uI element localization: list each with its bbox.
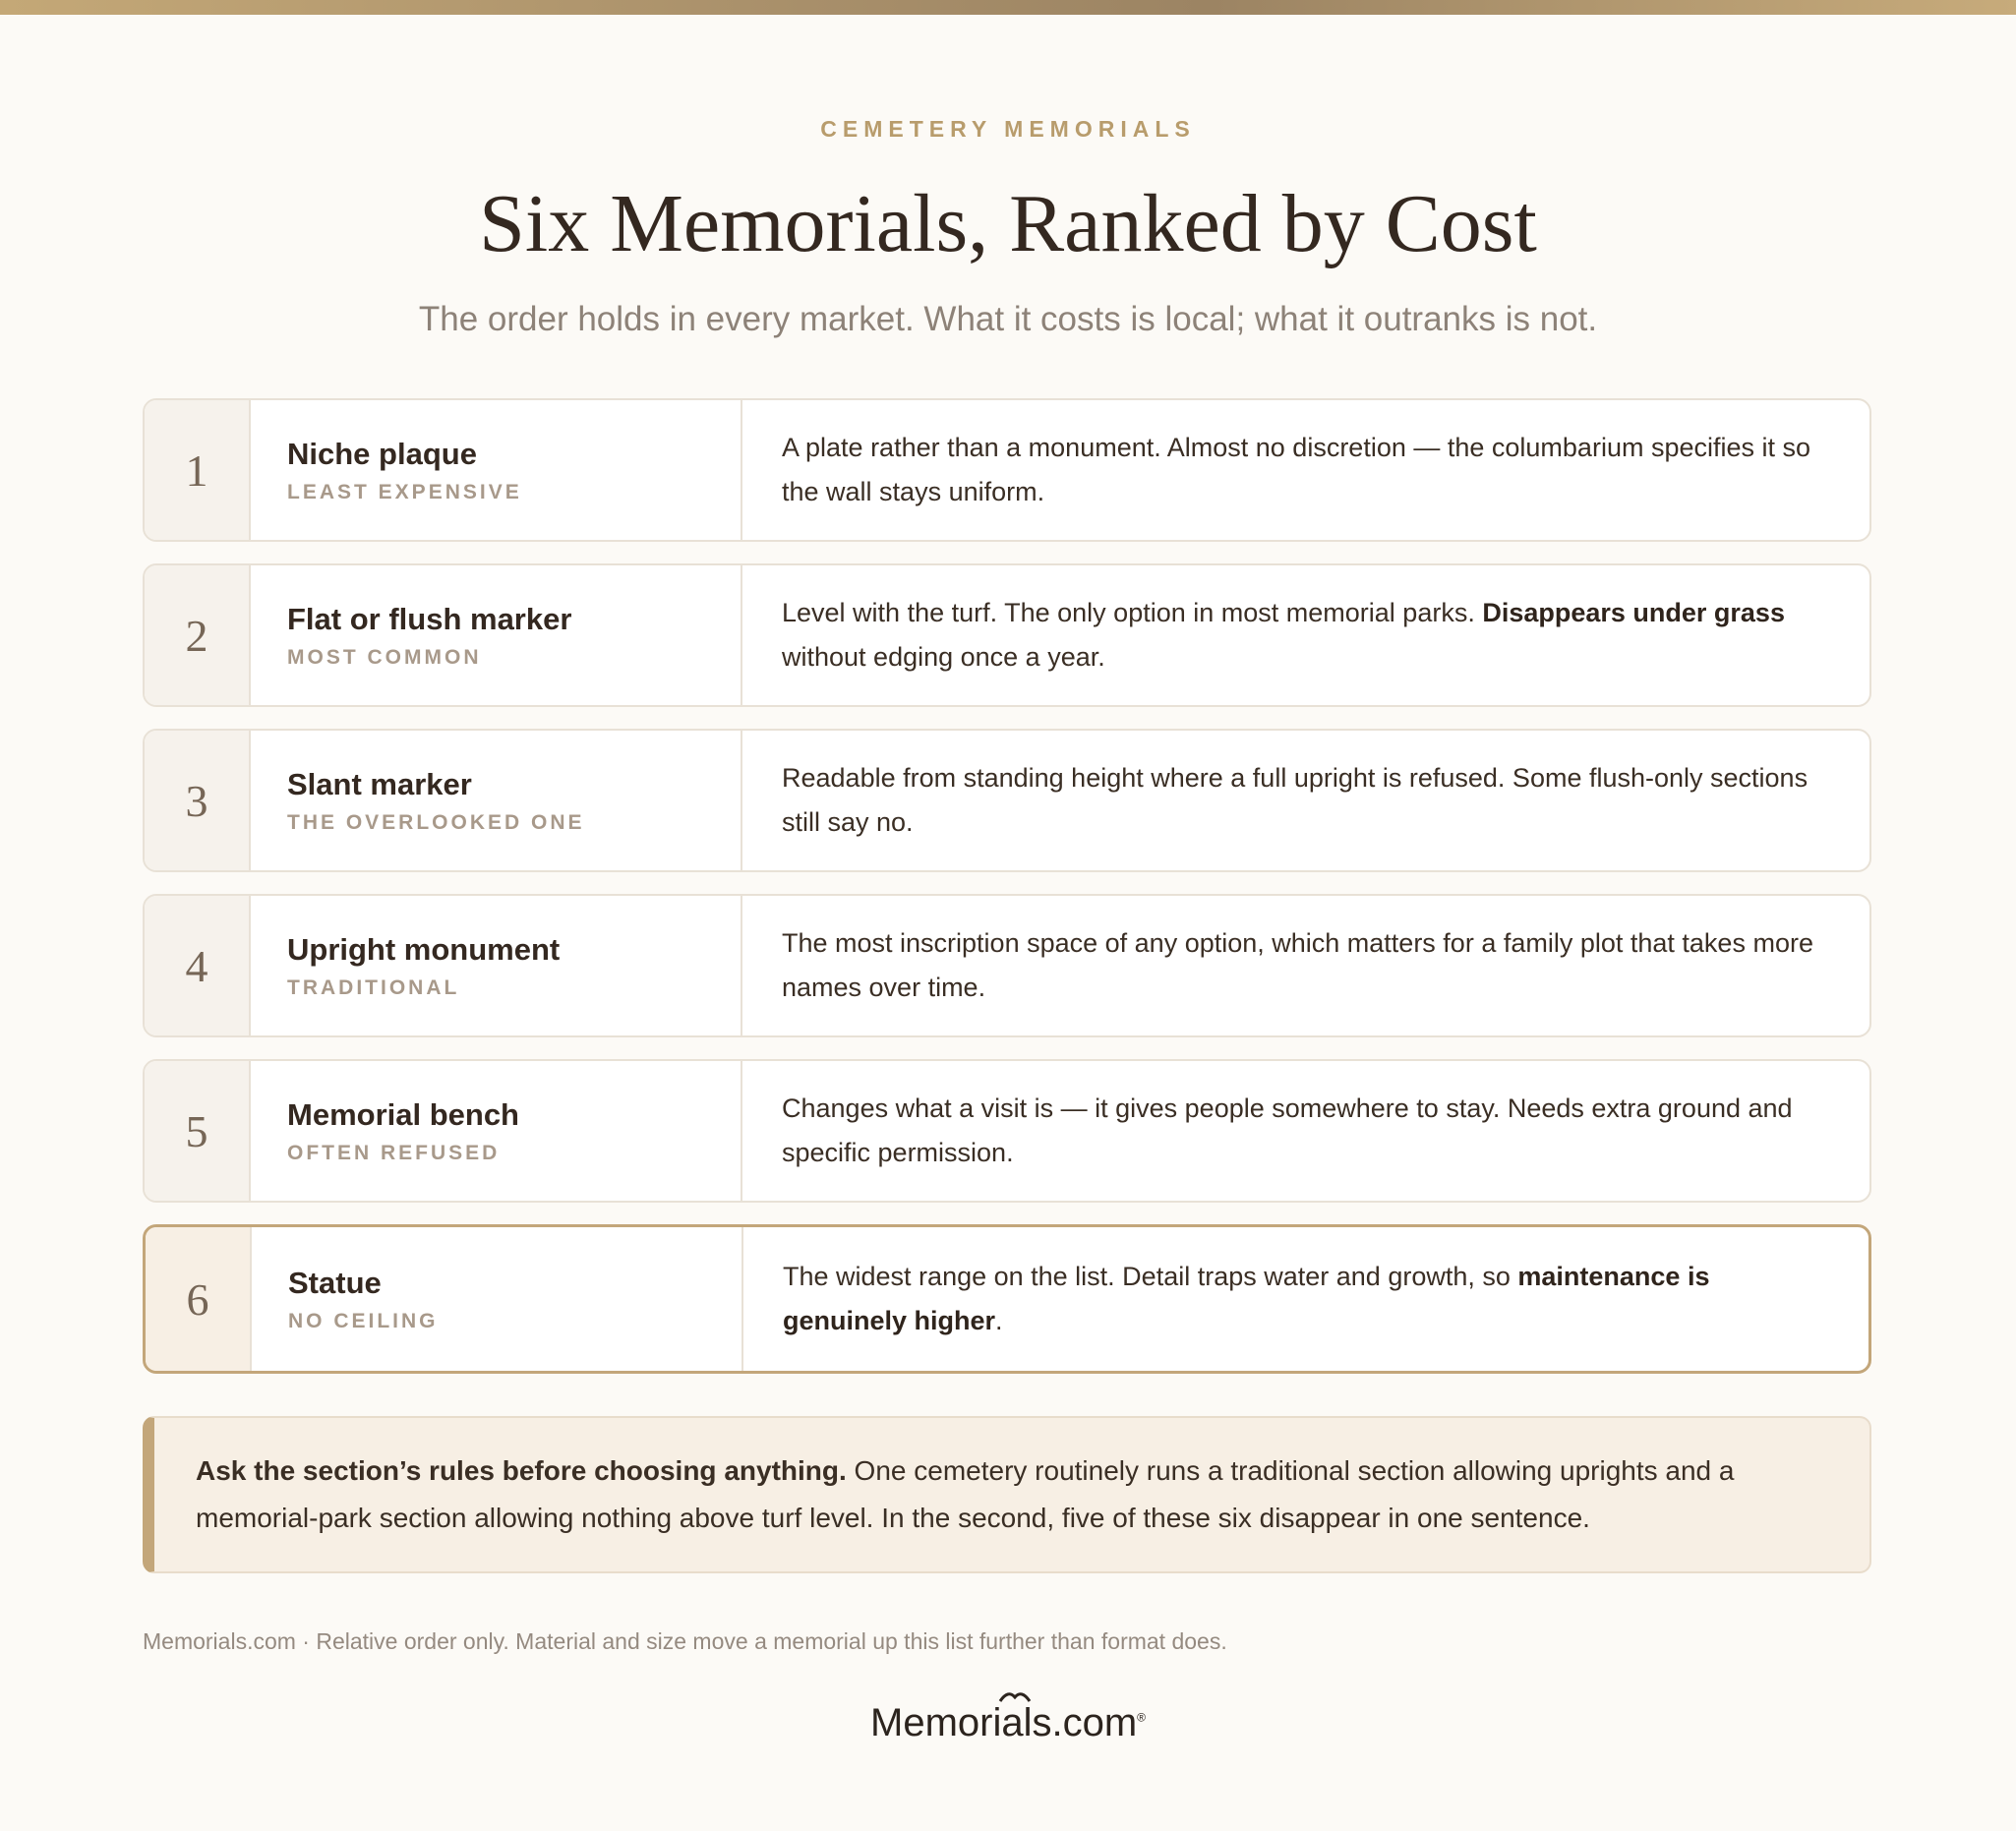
- description-text: A plate rather than a monument. Almost no discretion — the columbarium specifies it so the wall stays uniform.: [782, 433, 1811, 506]
- memorial-row: [143, 729, 1871, 872]
- memorial-row: [143, 1224, 1871, 1374]
- description-text: Changes what a visit is — it gives people somewhere to stay. Needs extra ground and specific permission.: [782, 1093, 1793, 1167]
- logo-text: Memorials.com: [870, 1701, 1138, 1744]
- eyebrow-label: CEMETERY MEMORIALS: [820, 116, 1196, 142]
- memorial-name-cell: [251, 1061, 742, 1201]
- memorial-name-cell: [251, 565, 742, 705]
- memorial-description: [743, 1227, 1868, 1371]
- description-text: The most inscription space of any option, which matters for a family plot that takes more names over time.: [782, 928, 1813, 1002]
- memorial-description: [742, 400, 1869, 540]
- memorial-name: Upright monument: [287, 932, 561, 967]
- memorial-name: Slant marker: [287, 767, 472, 801]
- memorial-description: [742, 896, 1869, 1035]
- callout-text: [196, 1447, 1830, 1542]
- rank-number: 2: [145, 565, 251, 705]
- callout-body: One cemetery routinely runs a traditional section allowing uprights and a memorial-park section allowing nothing above turf level. In the second, five of these six disappear in one sentence.: [196, 1455, 1735, 1533]
- memorial-row: [143, 1059, 1871, 1203]
- rank-number: 3: [145, 731, 251, 870]
- memorial-row: [143, 563, 1871, 707]
- rank-number: 6: [146, 1227, 252, 1371]
- memorial-tag: THE OVERLOOKED ONE: [287, 811, 585, 834]
- memorial-description: [742, 565, 1869, 705]
- memorial-name: Memorial bench: [287, 1097, 519, 1132]
- footnote: Memorials.com · Relative order only. Material and size move a memorial up this list further than format does.: [143, 1628, 1227, 1654]
- page-subtitle: The order holds in every market. What it costs is local; what it outranks is not.: [418, 300, 1598, 338]
- description-text: without edging once a year.: [782, 642, 1105, 672]
- memorial-name-cell: [251, 896, 742, 1035]
- memorial-row: [143, 398, 1871, 542]
- memorial-row: [143, 894, 1871, 1037]
- memorial-tag: TRADITIONAL: [287, 976, 460, 999]
- rank-number: 5: [145, 1061, 251, 1201]
- rules-callout: [143, 1416, 1871, 1573]
- memorial-name-cell: [252, 1227, 743, 1371]
- description-text: Readable from standing height where a full upright is refused. Some flush-only sections still say no.: [782, 763, 1808, 837]
- memorials-logo[interactable]: [0, 1701, 2016, 1745]
- memorial-list: [143, 398, 1871, 1395]
- rank-number: 4: [145, 896, 251, 1035]
- bird-icon: [998, 1687, 1032, 1703]
- description-emphasis: maintenance is genuinely higher: [783, 1262, 1710, 1335]
- description-emphasis: Disappears under grass: [1482, 598, 1785, 627]
- memorial-name-cell: [251, 731, 742, 870]
- memorial-name: Flat or flush marker: [287, 602, 572, 636]
- memorial-tag: MOST COMMON: [287, 646, 482, 669]
- rank-number: 1: [145, 400, 251, 540]
- description-text: The widest range on the list. Detail traps water and growth, so: [783, 1262, 1518, 1291]
- memorial-tag: NO CEILING: [288, 1310, 439, 1332]
- page-title: Six Memorials, Ranked by Cost: [479, 178, 1537, 269]
- logo-registered: ®: [1137, 1710, 1146, 1725]
- description-text: .: [995, 1306, 1003, 1335]
- memorial-tag: LEAST EXPENSIVE: [287, 481, 522, 503]
- top-accent-bar: [0, 0, 2016, 15]
- memorial-tag: OFTEN REFUSED: [287, 1142, 501, 1164]
- memorial-description: [742, 1061, 1869, 1201]
- memorial-description: [742, 731, 1869, 870]
- memorial-name: Statue: [288, 1266, 382, 1300]
- description-text: Level with the turf. The only option in most memorial parks.: [782, 598, 1483, 627]
- callout-lead: Ask the section’s rules before choosing anything.: [196, 1455, 847, 1486]
- memorial-name: Niche plaque: [287, 437, 477, 471]
- memorial-name-cell: [251, 400, 742, 540]
